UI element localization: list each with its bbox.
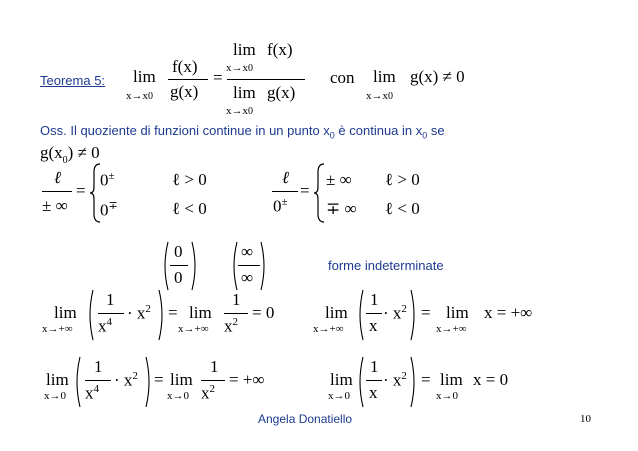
ex3-num: 1 (94, 357, 103, 376)
ex1-lim: lim (54, 303, 77, 322)
ex4-lim-sub: x→0 (328, 390, 350, 402)
ex1-dot-x: · $x^2$ (127, 303, 151, 323)
form2-numerator: ∞ (241, 242, 254, 261)
ex1-den2: $x^2$ (224, 316, 238, 336)
ex3-bar2 (201, 380, 225, 381)
ell-numerator: ℓ (54, 168, 62, 187)
case1-condition: ℓ > 0 (172, 170, 207, 189)
ex4-tail: x = 0 (473, 370, 509, 389)
ex3-bar (85, 380, 111, 381)
ex2-lim2: lim (446, 303, 469, 322)
lim-subscript-cond: x→x0 (366, 90, 393, 102)
con-word: con (330, 68, 355, 87)
ex1-den: $x^4$ (98, 316, 112, 336)
case1-condition-right: ℓ > 0 (385, 170, 420, 189)
cases-left-equals: = (76, 181, 86, 200)
case2-value: 0∓ (100, 200, 118, 220)
indeterminate-label: forme indeterminate (328, 258, 444, 273)
condition-text: g(x) ≠ 0 (410, 67, 465, 86)
ex4-bar (366, 380, 382, 381)
case2-condition-right: ℓ < 0 (385, 199, 420, 218)
limit-numerator: f(x) (267, 40, 293, 59)
page-number: 10 (580, 413, 591, 425)
ex4-den: x (369, 383, 378, 402)
ex1-lim-sub: x→+∞ (42, 323, 73, 335)
ex1-eq: = (168, 303, 178, 322)
ex4-num: 1 (370, 357, 379, 376)
fraction-numerator: f(x) (172, 57, 198, 76)
lim-operator: lim (133, 67, 156, 86)
ex1-lim2-sub: x→+∞ (178, 323, 209, 335)
ex2-den: x (369, 316, 378, 335)
case2-value-right: ∓ ∞ (326, 199, 357, 218)
ex3-den2: $x^2$ (201, 383, 215, 403)
equals-sign: = (213, 68, 223, 87)
ex2-bar (366, 313, 382, 314)
ex1-bar (98, 313, 124, 314)
ex3-result: = +∞ (229, 370, 265, 389)
ex1-lim2: lim (189, 303, 212, 322)
ex1-num: 1 (106, 290, 115, 309)
lim-operator-top: lim (233, 40, 256, 59)
form1-denominator: 0 (174, 268, 183, 287)
ex1-result: = 0 (252, 303, 275, 322)
theorem-label: Teorema 5: (40, 73, 106, 88)
ex2-lim-sub: x→+∞ (313, 323, 344, 335)
observation-condition: $g(x_0) \ne 0$ (40, 143, 100, 166)
cases-right-fraction-bar (272, 191, 298, 192)
ex3-lim-sub: x→0 (44, 390, 66, 402)
ex2-lim2-sub: x→+∞ (436, 323, 467, 335)
ex3-dot-x: · $x^2$ (114, 370, 138, 390)
footer-author: Angela Donatiello (258, 412, 353, 426)
case2-condition: ℓ < 0 (172, 199, 207, 218)
ex4-dot-x: · $x^2$ (383, 370, 407, 390)
lim-operator-cond: lim (373, 67, 396, 86)
observation-text: Oss. Il quoziente di funzioni continue in un punto $x_0$ è continua in $x_0$ se (40, 123, 445, 141)
ex2-lim: lim (325, 303, 348, 322)
ex4-lim: lim (330, 370, 353, 389)
ex1-bar2 (224, 313, 248, 314)
ex2-dot-x: · $x^2$ (383, 303, 407, 323)
case1-value-right: ± ∞ (326, 170, 352, 189)
ex3-num2: 1 (210, 357, 219, 376)
lim-operator-bottom: lim (233, 83, 256, 102)
fraction-bar-right (227, 79, 305, 80)
form2-bar (238, 265, 260, 266)
fraction-bar (168, 79, 208, 80)
ex3-den: $x^4$ (85, 383, 99, 403)
infinity-denominator: ± ∞ (42, 196, 68, 215)
ell-numerator-right: ℓ (282, 168, 290, 187)
limit-denominator: g(x) (267, 83, 296, 102)
ex2-num: 1 (370, 290, 379, 309)
form2-denominator: ∞ (241, 268, 254, 287)
cases-right-equals: = (300, 181, 310, 200)
ex4-lim2: lim (440, 370, 463, 389)
ex3-eq: = (154, 370, 164, 389)
lim-subscript-top: x→x0 (226, 62, 253, 74)
zero-denominator: 0± (273, 196, 288, 216)
ex3-lim: lim (46, 370, 69, 389)
ex3-lim2: lim (170, 370, 193, 389)
fraction-denominator: g(x) (170, 82, 199, 101)
ex3-lim2-sub: x→0 (167, 390, 189, 402)
form1-numerator: 0 (174, 242, 183, 261)
lim-subscript-bottom: x→x0 (226, 105, 253, 117)
ex2-eq: = (421, 303, 431, 322)
ex4-eq: = (421, 370, 431, 389)
ex4-lim2-sub: x→0 (436, 390, 458, 402)
ex2-tail: x = +∞ (484, 303, 533, 322)
right-brace-icon (312, 162, 326, 224)
ex1-num2: 1 (232, 290, 241, 309)
lim-subscript: x→x0 (126, 90, 153, 102)
case1-value: 0± (100, 170, 115, 190)
form1-bar (170, 265, 188, 266)
cases-left-fraction-bar (42, 191, 72, 192)
